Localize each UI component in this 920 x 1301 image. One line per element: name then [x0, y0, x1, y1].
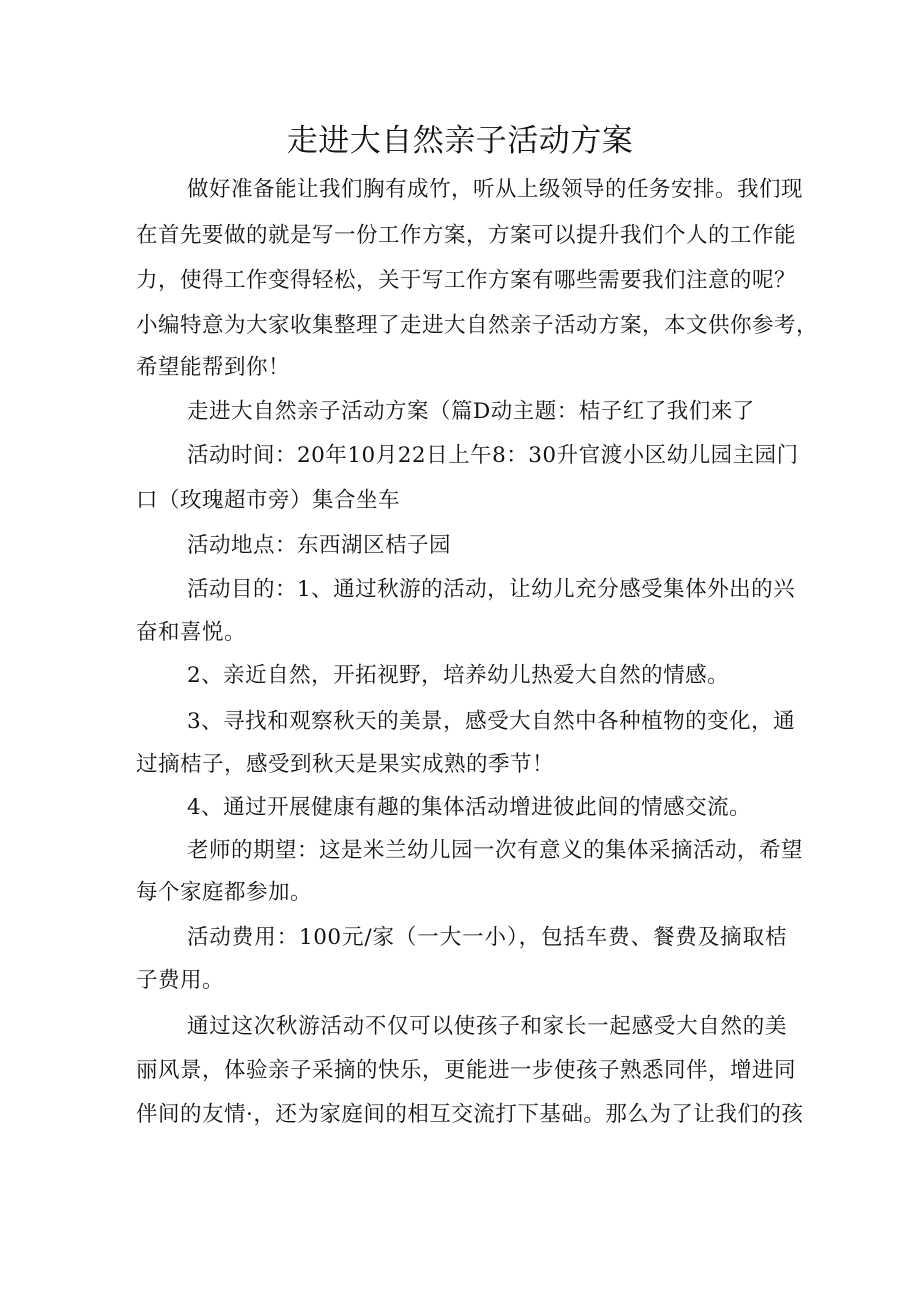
- teacher-expectation-line-2: 每个家庭都参加。: [136, 880, 313, 905]
- closing-paragraph-line-1: 通过这次秋游活动不仅可以使孩子和家长一起感受大自然的美: [187, 1014, 787, 1039]
- goal-item-2-line: 2、亲近自然，开拓视野，培养幼儿热爱大自然的情感。: [187, 663, 730, 688]
- activity-location-line: 活动地点：东西湖区桔子园: [187, 533, 452, 558]
- activity-fee-line-2: 子费用。: [136, 968, 225, 993]
- goal-item-3-line-1: 3、寻找和观察秋天的美景，感受大自然中各种植物的变化，通: [187, 709, 796, 734]
- paragraph-intro-line-4: 小编特意为大家收集整理了走进大自然亲子活动方案，本文供你参考，: [136, 313, 819, 338]
- teacher-expectation-line-1: 老师的期望：这是米兰幼儿园一次有意义的集体采摘活动，希望: [187, 838, 804, 863]
- paragraph-intro-line-1: 做好准备能让我们胸有成竹，听从上级领导的任务安排。我们现: [187, 177, 804, 202]
- paragraph-intro-line-2: 在首先要做的就是写一份工作方案，方案可以提升我们个人的工作能: [136, 223, 797, 248]
- activity-goal-line-2: 奋和喜悦。: [136, 620, 247, 645]
- activity-time-line-2: 口（玫瑰超市旁）集合坐车: [136, 488, 401, 513]
- paragraph-intro-line-3: 力，使得工作变得轻松，关于写工作方案有哪些需要我们注意的呢？: [136, 268, 797, 293]
- paragraph-intro-line-5: 希望能帮到你！: [136, 355, 291, 380]
- section-heading-line: 走进大自然亲子活动方案（篇D动主题：桔子红了我们来了: [187, 399, 755, 424]
- document-title: 走进大自然亲子活动方案: [286, 123, 634, 159]
- goal-item-3-line-2: 过摘桔子，感受到秋天是果实成熟的季节！: [136, 752, 555, 777]
- activity-goal-line-1: 活动目的：1、通过秋游的活动，让幼儿充分感受集体外出的兴: [187, 577, 796, 602]
- activity-fee-line-1: 活动费用：100元/家（一大一小），包括车费、餐费及摘取桔: [187, 925, 787, 950]
- closing-paragraph-line-2: 丽风景，体验亲子采摘的快乐，更能进一步使孩子熟悉同伴，增进同: [136, 1058, 797, 1083]
- closing-paragraph-line-3: 伴间的友情·，还为家庭间的相互交流打下基础。那么为了让我们的孩: [136, 1102, 804, 1127]
- activity-time-line-1: 活动时间：20年10月22日上午8：30升官渡小区幼儿园主园门: [187, 443, 799, 468]
- goal-item-4-line: 4、通过开展健康有趣的集体活动增进彼此间的情感交流。: [187, 795, 752, 820]
